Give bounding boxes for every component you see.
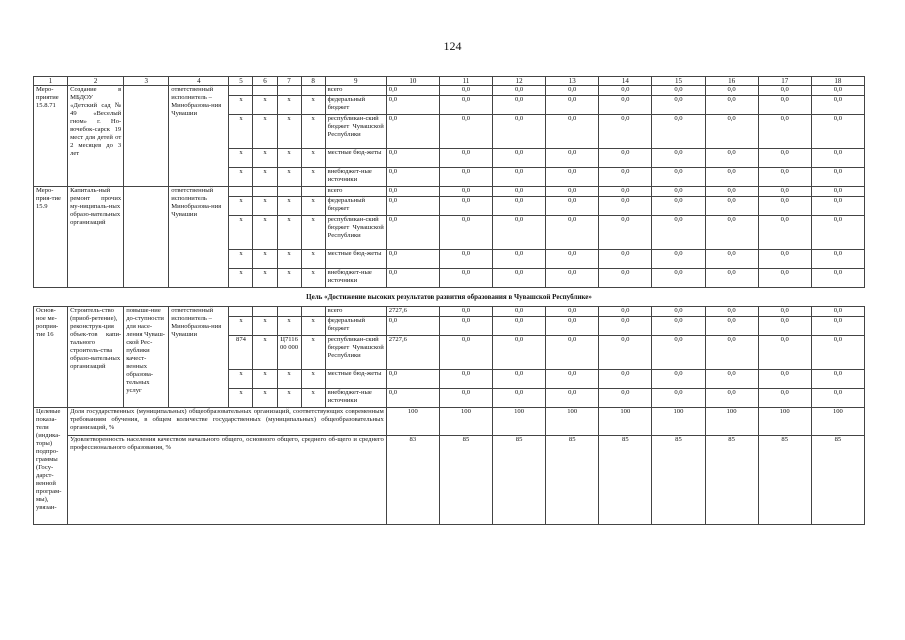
value-cell: 0,0 (811, 168, 864, 187)
block2-description: Капиталь-ный ремонт прочих му-ниципаль-ных образо-вательных организаций (68, 187, 124, 288)
code-cell: x (229, 370, 253, 389)
value-cell: 0,0 (758, 250, 811, 269)
code-cell: x (229, 389, 253, 408)
code-cell: x (253, 389, 277, 408)
value-cell: 0,0 (705, 115, 758, 149)
code-cell (301, 86, 325, 96)
value-cell: 0,0 (386, 370, 439, 389)
value-cell: 0,0 (546, 187, 599, 197)
code-cell: x (229, 168, 253, 187)
value-cell: 0,0 (705, 250, 758, 269)
value-cell: 0,0 (493, 307, 546, 317)
value-cell: 0,0 (811, 216, 864, 250)
value-cell: 0,0 (493, 250, 546, 269)
value-cell: 0,0 (493, 389, 546, 408)
code-cell: x (277, 317, 301, 336)
col-header: 8 (301, 77, 325, 86)
code-cell: x (277, 216, 301, 250)
code-cell: x (301, 197, 325, 216)
value-cell: 0,0 (705, 187, 758, 197)
value-cell: 0,0 (493, 216, 546, 250)
value-cell: 0,0 (599, 336, 652, 370)
col-header: 5 (229, 77, 253, 86)
col-header: 16 (705, 77, 758, 86)
value-cell: 0,0 (493, 168, 546, 187)
value-cell: 0,0 (652, 336, 705, 370)
source-label: местные бюд-жеты (325, 370, 386, 389)
value-cell: 0,0 (386, 197, 439, 216)
code-cell: x (229, 216, 253, 250)
value-cell: 0,0 (493, 197, 546, 216)
code-cell: x (301, 250, 325, 269)
value-cell: 2727,6 (386, 307, 439, 317)
indicator-value: 100 (705, 408, 758, 436)
value-cell: 0,0 (386, 86, 439, 96)
value-cell: 0,0 (811, 370, 864, 389)
value-cell: 0,0 (439, 250, 492, 269)
value-cell: 0,0 (493, 269, 546, 288)
indicator-2-text: Удовлетворенность населения качеством начального общего, основного общего, среднего об-щего и среднего профессионального образования, % (68, 436, 387, 525)
code-cell: x (253, 370, 277, 389)
value-cell: 0,0 (546, 317, 599, 336)
col-header: 4 (169, 77, 229, 86)
code-cell: x (253, 336, 277, 370)
value-cell: 0,0 (652, 269, 705, 288)
value-cell: 0,0 (705, 269, 758, 288)
code-cell: x (301, 216, 325, 250)
indicator-value: 100 (758, 408, 811, 436)
value-cell: 0,0 (599, 187, 652, 197)
value-cell: 0,0 (811, 389, 864, 408)
source-label: республикан-ский бюджет Чувашской Республики (325, 115, 386, 149)
code-cell (277, 187, 301, 197)
indicator-value: 100 (811, 408, 864, 436)
col-header: 2 (68, 77, 124, 86)
indicator-value: 83 (386, 436, 439, 525)
code-cell: x (301, 317, 325, 336)
value-cell: 0,0 (705, 317, 758, 336)
code-cell: x (253, 197, 277, 216)
value-cell: 0,0 (546, 86, 599, 96)
value-cell: 0,0 (758, 370, 811, 389)
code-cell: x (253, 168, 277, 187)
value-cell: 0,0 (705, 216, 758, 250)
value-cell: 0,0 (546, 250, 599, 269)
value-cell: 0,0 (493, 370, 546, 389)
code-cell: x (277, 149, 301, 168)
value-cell: 0,0 (386, 168, 439, 187)
code-cell (253, 307, 277, 317)
code-cell: x (253, 269, 277, 288)
value-cell: 0,0 (439, 307, 492, 317)
indicator-value: 85 (493, 436, 546, 525)
indicator-value: 85 (546, 436, 599, 525)
col-header: 12 (493, 77, 546, 86)
value-cell: 0,0 (652, 389, 705, 408)
col-header: 17 (758, 77, 811, 86)
code-cell: x (229, 197, 253, 216)
code-cell: x (253, 96, 277, 115)
source-label: внебюджет-ные источники (325, 168, 386, 187)
value-cell: 0,0 (439, 317, 492, 336)
value-cell: 0,0 (811, 96, 864, 115)
value-cell: 0,0 (811, 86, 864, 96)
value-cell: 0,0 (599, 307, 652, 317)
col-header: 6 (253, 77, 277, 86)
value-cell: 0,0 (546, 269, 599, 288)
indicator-value: 100 (652, 408, 705, 436)
block1-purpose (124, 86, 169, 187)
code-cell: x (277, 269, 301, 288)
block3-name: Основ-ное ме-роприя-тие 16 (34, 307, 68, 408)
value-cell: 0,0 (758, 187, 811, 197)
block1-executor: ответственный исполнитель – Минобразова-ния Чувашии (169, 86, 229, 187)
code-cell: x (301, 168, 325, 187)
value-cell: 0,0 (652, 149, 705, 168)
value-cell: 0,0 (758, 269, 811, 288)
code-cell: x (301, 115, 325, 149)
indicator-value: 85 (758, 436, 811, 525)
value-cell: 0,0 (652, 187, 705, 197)
value-cell: 0,0 (758, 197, 811, 216)
indicator-value: 100 (599, 408, 652, 436)
value-cell: 0,0 (493, 149, 546, 168)
code-cell: x (229, 317, 253, 336)
value-cell: 0,0 (439, 389, 492, 408)
value-cell: 0,0 (493, 336, 546, 370)
value-cell: 0,0 (811, 317, 864, 336)
value-cell: 0,0 (439, 336, 492, 370)
value-cell: 0,0 (439, 86, 492, 96)
source-label: федеральный бюджет (325, 317, 386, 336)
col-header: 9 (325, 77, 386, 86)
value-cell: 0,0 (652, 197, 705, 216)
value-cell: 0,0 (705, 149, 758, 168)
value-cell: 0,0 (652, 115, 705, 149)
value-cell: 0,0 (386, 317, 439, 336)
code-cell: x (229, 115, 253, 149)
value-cell: 0,0 (599, 86, 652, 96)
value-cell: 0,0 (705, 96, 758, 115)
value-cell: 0,0 (546, 149, 599, 168)
indicator-value: 85 (705, 436, 758, 525)
code-cell: x (277, 250, 301, 269)
goal-title: Цель «Достижение высоких результатов развития образования в Чувашской Республике» (34, 288, 865, 307)
value-cell: 0,0 (758, 168, 811, 187)
page-number: 124 (443, 39, 462, 53)
code-cell: x (253, 216, 277, 250)
value-cell: 0,0 (705, 370, 758, 389)
value-cell: 0,0 (652, 86, 705, 96)
value-cell: 0,0 (546, 389, 599, 408)
indicators-label: Целевые показа-тели (индика-торы) подпро-граммы (Госу-дарст-венной програм-мы), увязан- (34, 408, 68, 525)
block1-description: Создание в МБДОУ «Детский сад № 49 «Веселый гном» г. Но-вочебок-сарск 19 мест для детей от 2 месяцев до 3 лет (68, 86, 124, 187)
value-cell: 2727,6 (386, 336, 439, 370)
value-cell: 0,0 (546, 307, 599, 317)
value-cell: 0,0 (652, 370, 705, 389)
block3-executor: ответственный исполнитель – Минобразова-ния Чувашии (169, 307, 229, 408)
value-cell: 0,0 (758, 149, 811, 168)
block2-executor: ответственный исполнитель Минобразова-ния Чувашии (169, 187, 229, 288)
source-label: внебюджет-ные источники (325, 389, 386, 408)
indicator-row-1 (34, 408, 865, 436)
value-cell: 0,0 (493, 187, 546, 197)
value-cell: 0,0 (811, 269, 864, 288)
value-cell: 0,0 (493, 317, 546, 336)
value-cell: 0,0 (705, 168, 758, 187)
source-label: федеральный бюджет (325, 197, 386, 216)
value-cell: 0,0 (439, 96, 492, 115)
code-cell: 874 (229, 336, 253, 370)
code-cell: x (301, 96, 325, 115)
value-cell: 0,0 (652, 250, 705, 269)
value-cell: 0,0 (493, 96, 546, 115)
value-cell: 0,0 (758, 86, 811, 96)
code-cell (229, 187, 253, 197)
value-cell: 0,0 (652, 216, 705, 250)
block2-name: Меро-прия-тие 15.9 (34, 187, 68, 288)
value-cell: 0,0 (811, 336, 864, 370)
value-cell: 0,0 (386, 115, 439, 149)
code-cell: x (301, 389, 325, 408)
value-cell: 0,0 (652, 307, 705, 317)
col-header: 15 (652, 77, 705, 86)
block2-purpose (124, 187, 169, 288)
code-cell: x (253, 115, 277, 149)
value-cell: 0,0 (811, 307, 864, 317)
code-cell: x (253, 149, 277, 168)
code-cell: x (277, 115, 301, 149)
source-label: республикан-ский бюджет Чувашской Республики (325, 216, 386, 250)
value-cell: 0,0 (652, 96, 705, 115)
code-cell: x (229, 96, 253, 115)
indicator-value: 85 (599, 436, 652, 525)
code-cell: x (277, 168, 301, 187)
value-cell: 0,0 (546, 216, 599, 250)
value-cell: 0,0 (386, 250, 439, 269)
value-cell: 0,0 (439, 115, 492, 149)
indicator-value: 100 (386, 408, 439, 436)
code-cell: x (253, 250, 277, 269)
value-cell: 0,0 (705, 86, 758, 96)
col-header: 10 (386, 77, 439, 86)
value-cell: 0,0 (386, 149, 439, 168)
value-cell: 0,0 (386, 96, 439, 115)
code-cell (253, 86, 277, 96)
code-cell: x (253, 317, 277, 336)
value-cell: 0,0 (758, 216, 811, 250)
code-cell (301, 187, 325, 197)
value-cell: 0,0 (652, 168, 705, 187)
source-label: всего (325, 86, 386, 96)
code-cell: x (277, 96, 301, 115)
value-cell: 0,0 (599, 250, 652, 269)
value-cell: 0,0 (652, 317, 705, 336)
value-cell: 0,0 (758, 307, 811, 317)
budget-table (33, 76, 865, 525)
value-cell: 0,0 (386, 269, 439, 288)
value-cell: 0,0 (705, 307, 758, 317)
source-label: местные бюд-жеты (325, 250, 386, 269)
value-cell: 0,0 (546, 336, 599, 370)
block1-row-total (34, 86, 865, 96)
value-cell: 0,0 (439, 370, 492, 389)
indicator-value: 100 (439, 408, 492, 436)
code-cell (229, 307, 253, 317)
col-header: 18 (811, 77, 864, 86)
value-cell: 0,0 (439, 168, 492, 187)
code-cell: x (277, 197, 301, 216)
value-cell: 0,0 (758, 389, 811, 408)
value-cell: 0,0 (599, 115, 652, 149)
source-label: всего (325, 307, 386, 317)
value-cell: 0,0 (439, 149, 492, 168)
value-cell: 0,0 (439, 197, 492, 216)
indicator-row-2 (34, 436, 865, 525)
block3-description: Строитель-ство (приоб-ретение), реконструк-ция объек-тов капи-тального строитель-ства образо-вательных организаций (68, 307, 124, 408)
code-cell: x (229, 269, 253, 288)
code-cell: x (301, 269, 325, 288)
source-label: всего (325, 187, 386, 197)
value-cell: 0,0 (811, 115, 864, 149)
value-cell: 0,0 (758, 115, 811, 149)
code-cell (277, 86, 301, 96)
code-cell: x (301, 370, 325, 389)
code-cell: x (277, 389, 301, 408)
value-cell: 0,0 (811, 149, 864, 168)
value-cell: 0,0 (439, 269, 492, 288)
value-cell: 0,0 (599, 269, 652, 288)
value-cell: 0,0 (599, 216, 652, 250)
code-cell: x (277, 370, 301, 389)
value-cell: 0,0 (758, 336, 811, 370)
value-cell: 0,0 (599, 96, 652, 115)
value-cell: 0,0 (758, 96, 811, 115)
value-cell: 0,0 (599, 149, 652, 168)
value-cell: 0,0 (546, 115, 599, 149)
value-cell: 0,0 (439, 187, 492, 197)
source-label: федеральный бюджет (325, 96, 386, 115)
value-cell: 0,0 (811, 187, 864, 197)
block2-row-total (34, 187, 865, 197)
indicator-value: 85 (652, 436, 705, 525)
value-cell: 0,0 (599, 317, 652, 336)
indicator-value: 85 (811, 436, 864, 525)
block3-purpose: повыше-ние до-ступности для насе-ления Чуваш-ской Рес-публики качест-венных образова-тельных услуг (124, 307, 169, 408)
source-label: местные бюд-жеты (325, 149, 386, 168)
code-cell (277, 307, 301, 317)
value-cell: 0,0 (386, 187, 439, 197)
indicator-value: 100 (493, 408, 546, 436)
indicator-value: 85 (439, 436, 492, 525)
code-cell (301, 307, 325, 317)
value-cell: 0,0 (546, 168, 599, 187)
value-cell: 0,0 (705, 336, 758, 370)
indicator-1-text: Доля государственных (муниципальных) общеобразовательных организаций, соответствующих современным требованиям обучения, в общем количестве государственных (муниципальных) общеобразовательных организаций, % (68, 408, 387, 436)
value-cell: 0,0 (493, 86, 546, 96)
value-cell: 0,0 (386, 216, 439, 250)
value-cell: 0,0 (599, 370, 652, 389)
value-cell: 0,0 (439, 216, 492, 250)
col-header: 11 (439, 77, 492, 86)
code-cell (253, 187, 277, 197)
block3-row-total (34, 307, 865, 317)
value-cell: 0,0 (546, 370, 599, 389)
col-header: 1 (34, 77, 68, 86)
column-numbers-row (34, 77, 865, 86)
value-cell: 0,0 (599, 197, 652, 216)
code-cell: x (229, 250, 253, 269)
source-label: внебюджет-ные источники (325, 269, 386, 288)
value-cell: 0,0 (599, 389, 652, 408)
indicator-value: 100 (546, 408, 599, 436)
value-cell: 0,0 (705, 197, 758, 216)
code-cell: x (301, 336, 325, 370)
value-cell: 0,0 (386, 389, 439, 408)
goal-row (34, 288, 865, 307)
value-cell: 0,0 (493, 115, 546, 149)
col-header: 14 (599, 77, 652, 86)
value-cell: 0,0 (705, 389, 758, 408)
code-cell: Ц711600 000 (277, 336, 301, 370)
value-cell: 0,0 (811, 250, 864, 269)
value-cell: 0,0 (546, 197, 599, 216)
col-header: 3 (124, 77, 169, 86)
value-cell: 0,0 (758, 317, 811, 336)
col-header: 7 (277, 77, 301, 86)
code-cell (229, 86, 253, 96)
value-cell: 0,0 (811, 197, 864, 216)
value-cell: 0,0 (546, 96, 599, 115)
block1-name: Меро-приятие 15.8.71 (34, 86, 68, 187)
code-cell: x (301, 149, 325, 168)
value-cell: 0,0 (599, 168, 652, 187)
col-header: 13 (546, 77, 599, 86)
code-cell: x (229, 149, 253, 168)
source-label: республикан-ский бюджет Чувашской Республики (325, 336, 386, 370)
